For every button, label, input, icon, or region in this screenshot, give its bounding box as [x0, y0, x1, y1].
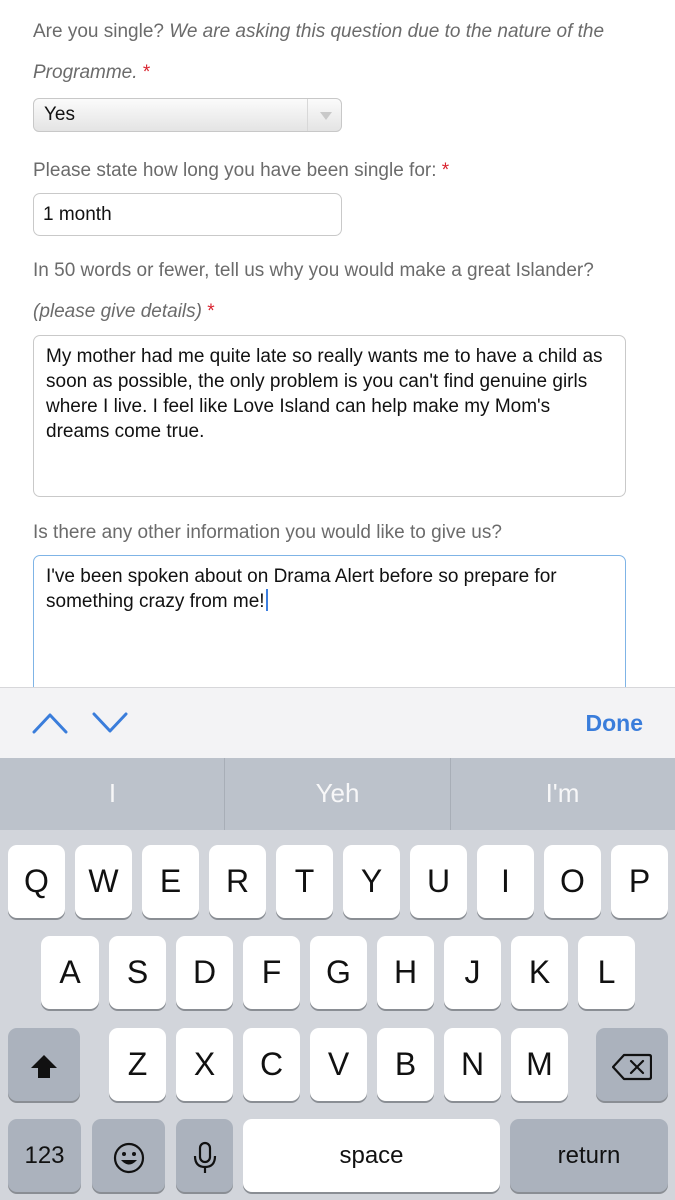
backspace-icon — [612, 1053, 652, 1081]
required-asterisk: * — [142, 62, 151, 83]
duration-input-value: 1 month — [43, 204, 112, 225]
shift-key[interactable] — [8, 1028, 80, 1101]
shift-icon — [29, 1052, 59, 1082]
emoji-key[interactable] — [92, 1119, 165, 1192]
key-n[interactable]: N — [444, 1028, 501, 1101]
islander-textarea-value: My mother had me quite late so really wants me to have a child as soon as possible, the only problem is you can't find genuine girls where I live. I feel like Love Island can help make my Mom's dreams come true. — [46, 346, 603, 442]
question-single-label — [33, 12, 604, 52]
key-h[interactable]: H — [377, 936, 434, 1009]
key-x[interactable]: X — [176, 1028, 233, 1101]
dictation-key[interactable] — [176, 1119, 233, 1192]
question-islander-label — [33, 251, 594, 291]
duration-input[interactable] — [33, 193, 342, 236]
question-single-note: We are asking this question due to the nature of the — [169, 21, 605, 42]
key-w[interactable]: W — [75, 845, 132, 918]
key-k[interactable]: K — [511, 936, 568, 1009]
select-arrow-icon — [307, 99, 341, 131]
key-o[interactable]: O — [544, 845, 601, 918]
question-islander-hint-text: (please give details) — [33, 301, 202, 322]
microphone-icon — [193, 1141, 217, 1175]
required-asterisk: * — [441, 160, 450, 181]
done-button[interactable]: Done — [585, 710, 643, 736]
key-p[interactable]: P — [611, 845, 668, 918]
question-islander-hint — [33, 292, 215, 332]
key-l[interactable]: L — [578, 936, 635, 1009]
key-t[interactable]: T — [276, 845, 333, 918]
question-duration-text: Please state how long you have been single for: — [33, 160, 437, 181]
text-caret — [266, 589, 268, 611]
key-j[interactable]: J — [444, 936, 501, 1009]
key-m[interactable]: M — [511, 1028, 568, 1101]
required-asterisk: * — [207, 301, 215, 322]
keyboard — [0, 758, 675, 1200]
question-other-info-label — [33, 513, 502, 553]
other-info-textarea[interactable] — [33, 555, 626, 687]
question-single-text: Are you single? — [33, 21, 164, 42]
key-f[interactable]: F — [243, 936, 300, 1009]
key-r[interactable]: R — [209, 845, 266, 918]
numbers-key[interactable]: 123 — [8, 1119, 81, 1192]
key-a[interactable]: A — [41, 936, 99, 1009]
chevron-up-icon[interactable] — [32, 710, 68, 736]
emoji-icon — [112, 1141, 146, 1175]
question-single-note-line2: Programme. — [33, 62, 138, 83]
suggestion-2[interactable]: Yeh — [315, 778, 360, 808]
key-z[interactable]: Z — [109, 1028, 166, 1101]
key-b[interactable]: B — [377, 1028, 434, 1101]
key-u[interactable]: U — [410, 845, 467, 918]
key-s[interactable]: S — [109, 936, 166, 1009]
suggestion-1[interactable]: I — [108, 778, 117, 808]
space-key[interactable]: space — [243, 1119, 500, 1192]
single-select-value: Yes — [44, 104, 75, 125]
keyboard-accessory-bar — [0, 687, 675, 758]
key-e[interactable]: E — [142, 845, 199, 918]
chevron-down-icon[interactable] — [92, 710, 128, 736]
key-c[interactable]: C — [243, 1028, 300, 1101]
question-duration-label — [33, 151, 449, 191]
key-y[interactable]: Y — [343, 845, 400, 918]
other-info-textarea-value: I've been spoken about on Drama Alert before so prepare for something crazy from me! — [46, 566, 557, 612]
key-q[interactable]: Q — [8, 845, 65, 918]
single-select[interactable] — [33, 98, 342, 132]
key-i[interactable]: I — [477, 845, 534, 918]
islander-textarea[interactable] — [33, 335, 626, 497]
return-key[interactable]: return — [510, 1119, 668, 1192]
key-v[interactable]: V — [310, 1028, 367, 1101]
key-g[interactable]: G — [310, 936, 367, 1009]
suggestion-3[interactable]: I'm — [545, 778, 580, 808]
delete-key[interactable] — [596, 1028, 668, 1101]
question-single-label-line2 — [33, 53, 150, 93]
suggestion-bar — [0, 758, 675, 830]
question-other-info-text: Is there any other information you would like to give us? — [33, 522, 502, 543]
key-d[interactable]: D — [176, 936, 233, 1009]
question-islander-text: In 50 words or fewer, tell us why you would make a great Islander? — [33, 260, 594, 281]
